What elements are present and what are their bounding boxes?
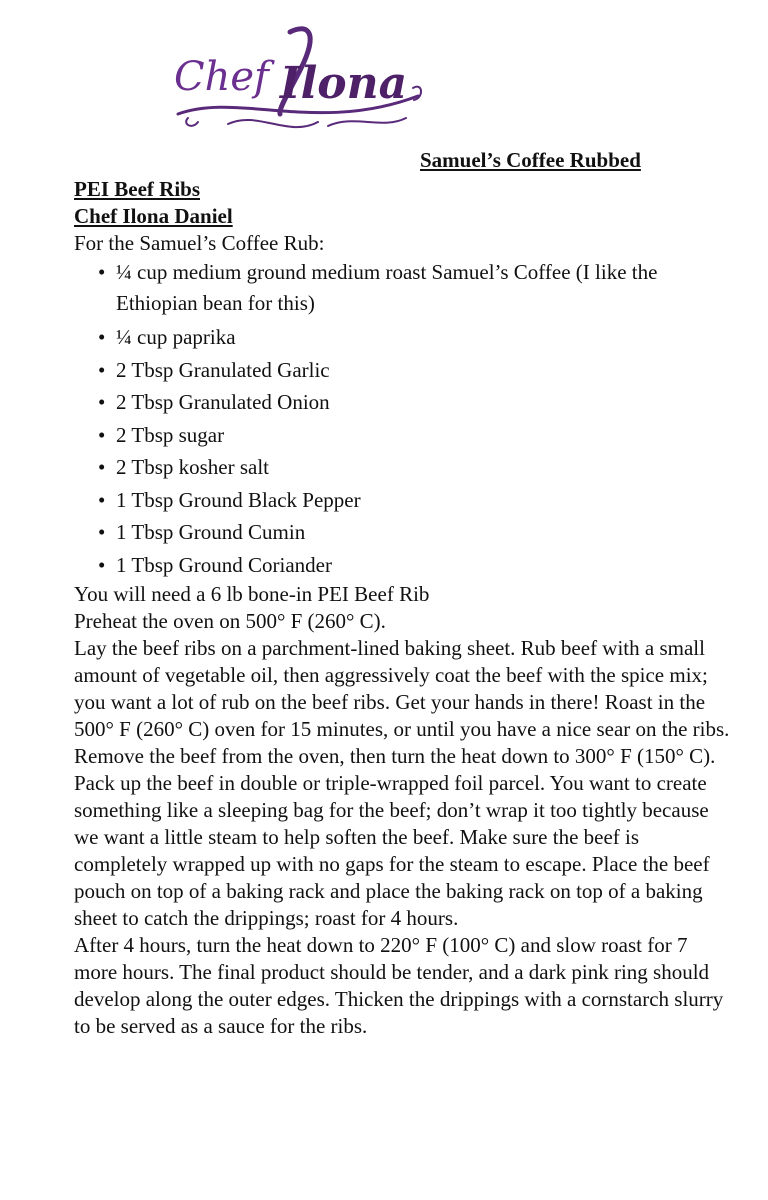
preheat-instruction: Preheat the oven on 500° F (260° C). [74,609,386,633]
list-item: • 1 Tbsp Ground Black Pepper [96,484,734,517]
logo-name-text: Ilona [280,58,408,109]
list-item: • 2 Tbsp Granulated Garlic [96,354,734,387]
recipe-title-line1: Samuel’s Coffee Rubbed [420,148,641,172]
list-item: • ¼ cup paprika [96,321,734,354]
list-item: • 2 Tbsp sugar [96,419,734,452]
method-paragraph-1: Lay the beef ribs on a parchment-lined baking sheet. Rub beef with a small amount of vegetable oil, then aggressively coat the beef with the spice mix; you want a lot of rub on the beef ribs. Get your hands in there! Roast in the 500° F (260° C) oven for 15 minutes, or until you have a nice sear on the ribs. Remove the beef from the oven, then turn the heat down to 300° F (150° C). Pack up the beef in double or triple-wrapped foil parcel. You want to create something like a sleeping bag for the beef; don’t wrap it too tightly because we want a little steam to help soften the beef. Make sure the beef is completely wrapped up with no gaps for the steam to escape. Place the beef pouch on top of a baking rack and place the baking rack on top of a baking sheet to catch the drippings; roast for 4 hours. [74,636,730,930]
rub-heading: For the Samuel’s Coffee Rub: [74,231,325,255]
list-item: • ¼ cup medium ground medium roast Samuel’s Coffee (I like the Ethiopian bean for this) [96,257,734,321]
recipe-body [74,176,734,1040]
rub-ingredient-list [74,257,734,581]
logo-chef-text: Chef [174,54,269,100]
recipe-author: Chef Ilona Daniel [74,204,233,228]
beef-requirement: You will need a 6 lb bone-in PEI Beef Rib [74,582,430,606]
list-item: • 1 Tbsp Ground Coriander [96,549,734,582]
logo-graphic [168,22,428,140]
list-item: • 2 Tbsp kosher salt [96,451,734,484]
chef-ilona-logo [168,22,428,140]
recipe-title-line2: PEI Beef Ribs [74,177,200,201]
list-item: • 1 Tbsp Ground Cumin [96,516,734,549]
method-paragraph-2: After 4 hours, turn the heat down to 220° F (100° C) and slow roast for 7 more hours. The final product should be tender, and a dark pink ring should develop along the outer edges. Thicken the drippings with a cornstarch slurry to be served as a sauce for the ribs. [74,933,724,1038]
list-item: • 2 Tbsp Granulated Onion [96,386,734,419]
